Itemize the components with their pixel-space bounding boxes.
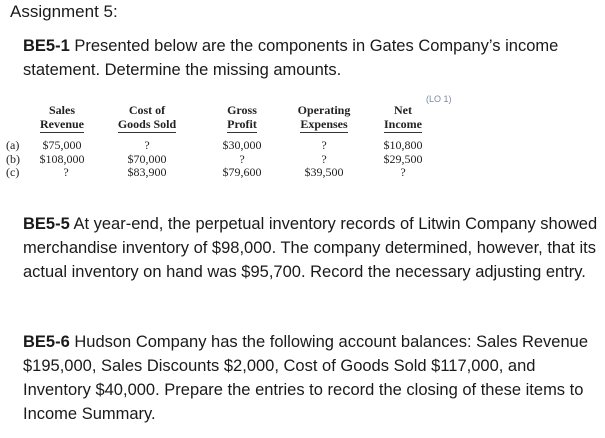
be5-1-paragraph xyxy=(23,34,598,82)
table-cell: $108,000 xyxy=(39,151,85,166)
table-row xyxy=(6,166,441,180)
table-cell: ? xyxy=(321,151,327,166)
table-cell: $79,600 xyxy=(222,165,262,179)
row-label: (a) xyxy=(6,138,20,152)
be5-5-paragraph xyxy=(23,212,598,284)
table-cell: $39,500 xyxy=(304,165,344,179)
table-row xyxy=(6,153,441,167)
column-header-sales-revenue: Sales Revenue xyxy=(31,104,93,133)
row-label: (c) xyxy=(6,165,20,179)
learning-objective-tag: (LO 1) xyxy=(426,94,452,104)
income-components-table xyxy=(6,104,441,180)
row-label: (b) xyxy=(6,151,20,166)
table-cell: ? xyxy=(144,138,150,152)
table-cell: $30,000 xyxy=(222,138,262,152)
table-cell: $75,000 xyxy=(42,138,82,152)
table-cell: $83,900 xyxy=(127,165,167,179)
be5-6-text: Hudson Company has the following account balances: Sales Revenue $195,000, Sales Discounts $2,000, Cost of Goods Sold $117,000, and Inventory $40,000. Prepare the entries to record the closing of these items to Income Summary. xyxy=(23,333,589,423)
column-header-gross-profit: Gross Profit xyxy=(201,104,283,133)
table-cell: $10,800 xyxy=(383,138,423,152)
be5-6-code: BE5-6 xyxy=(23,333,70,351)
be5-5-code: BE5-5 xyxy=(23,215,70,233)
table-row xyxy=(6,139,441,153)
table-cell: $70,000 xyxy=(127,151,167,166)
be5-6-paragraph xyxy=(23,330,598,426)
table-cell: ? xyxy=(63,165,69,179)
be5-1-code: BE5-1 xyxy=(23,37,70,55)
table-cell: ? xyxy=(400,165,406,179)
table-cell: $29,500 xyxy=(383,151,423,166)
column-header-operating-expenses: Operating Expenses xyxy=(283,104,365,133)
assignment-title: Assignment 5: xyxy=(10,2,118,21)
table-cell: ? xyxy=(321,138,327,152)
be5-5-text: At year-end, the perpetual inventory records of Litwin Company showed merchandise inventory of $98,000. The company determined, however, that its actual inventory on hand was $95,700. Record the necessary adjusting entry. xyxy=(23,215,598,281)
column-header-net-income: Net Income xyxy=(365,104,441,133)
be5-1-text: Presented below are the components in Gates Company’s income statement. Determine the missing amounts. xyxy=(23,37,559,79)
column-header-cost-of-goods-sold: Cost of Goods Sold xyxy=(93,104,201,133)
table-cell: ? xyxy=(239,151,245,166)
